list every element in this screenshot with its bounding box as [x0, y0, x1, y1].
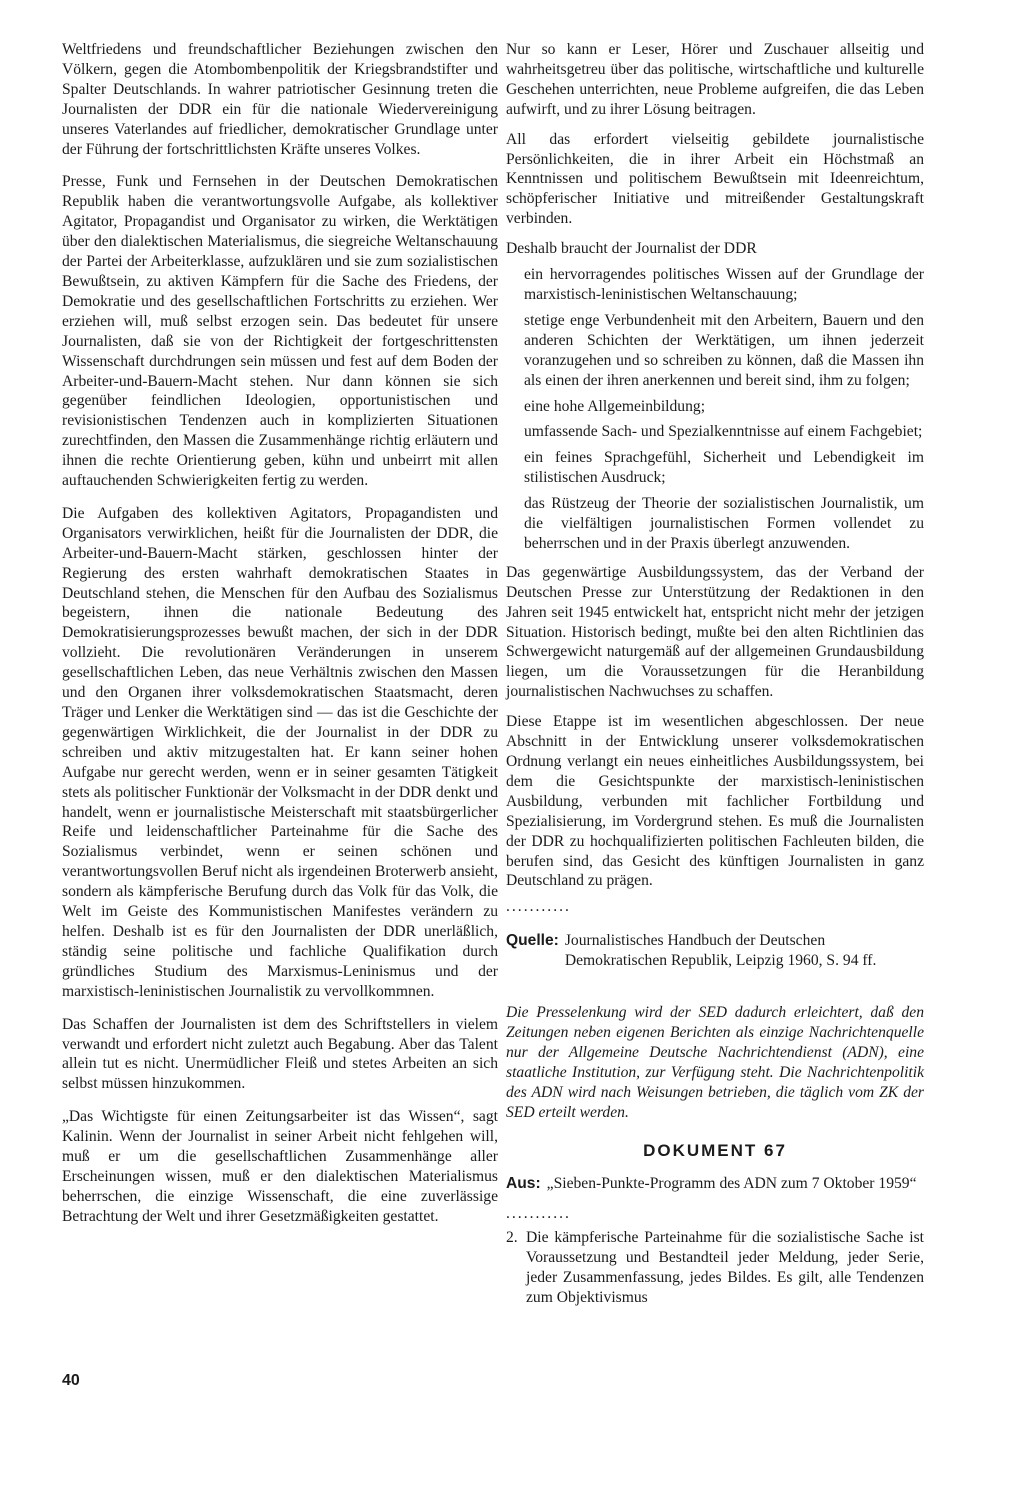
numbered-item: [506, 1228, 924, 1308]
list-item: ein feines Sprachgefühl, Sicherheit und Lebendigkeit im stilistischen Ausdruck;: [524, 449, 924, 487]
list-item: das Rüstzeug der Theorie der sozialistischen Journalistik, um die vielfältigen journalistischen Formen vollendet zu beherrschen und in der Praxis überlegt anzuwenden.: [524, 495, 924, 552]
requirements-list: [506, 265, 924, 554]
italic-note: Die Presselenkung wird der SED dadurch erleichtert, daß den Zeitungen neben eigenen Berichten als einzige Nachrichtenquelle nur der Allgemeine Deutsche Nachrichtendienst (ADN), eine staatliche Institution, zur Verfügung steht. Die Nachrichtenpolitik des ADN wird nach Weisungen betrieben, die täglich vom ZK der SED erteilt werden.: [506, 1004, 924, 1121]
item-text: Die kämpferische Parteinahme für die sozialistische Sache ist Voraussetzung und Bestandteil jeder Meldung, jeder Serie, jeder Zusammenfassung, jedes Bildes. Es gilt, alle Tendenzen zum Objektivismus: [526, 1229, 924, 1306]
source-citation: [506, 931, 924, 971]
paragraph: Das Schaffen der Journalisten ist dem des Schriftstellers in vielem verwandt und erfordert nicht zuletzt auch Begabung. Aber das Talent allein tut es nicht. Unermüdlicher Fleiß und stetes Arbeiten an sich selbst müssen hinzukommen.: [62, 1015, 498, 1093]
item-number: 2.: [506, 1229, 518, 1247]
paragraph: Diese Etappe ist im wesentlichen abgeschlossen. Der neue Abschnitt in der Entwicklung unserer volksdemokratischen Ordnung verlangt ein neues einheitliches Ausbildungssystem, bei dem die Gesichtspunkte der marxistisch-leninistischen Ausbildung, verbunden mit fachlicher Fortbildung und Spezialisierung, im Vordergrund stehen. Es muß die Journalisten der DDR zu hochqualifizierten politischen Fachleuten bilden, die berufen sind, das Gesicht des künftigen Journalisten in ganz Deutschland zu prägen.: [506, 713, 924, 890]
list-item: eine hohe Allgemeinbildung;: [524, 397, 706, 415]
document-heading: DOKUMENT 67: [643, 1140, 787, 1160]
source-label: Quelle:: [506, 932, 559, 950]
left-column: [62, 40, 498, 1240]
ellipsis: ...........: [506, 1205, 571, 1223]
paragraph: Weltfriedens und freundschaftlicher Beziehungen zwischen den Völkern, gegen die Atombombenpolitik der Kriegsbrandstifter und Spalter Deutschlands. In wahrer patriotischer Gesinnung treten die Journalisten der DDR ein für die nationale Wiedervereinigung unseres Vaterlandes auf friedlicher, demokratischer Grundlage unter der Führung der fortschrittlichsten Kräfte unseres Volkes.: [62, 41, 498, 158]
excerpt-source: [506, 1174, 924, 1194]
list-item: ein hervorragendes politisches Wissen auf der Grundlage der marxistisch-leninistischen Weltanschauung;: [524, 266, 924, 303]
paragraph: Das gegenwärtige Ausbildungssystem, das der Verband der Deutschen Presse zur Unterstützung der Redaktionen in den Jahren seit 1945 entwickelt hat, entspricht nicht mehr der jetzigen Situation. Historisch bedingt, mußte bei den alten Richtlinien das Schwergewicht naturgemäß auf der allgemeinen Grundausbildung liegen, um die Voraussetzungen für die Heranbildung journalistischen Nachwuchses zu schaffen.: [506, 563, 924, 701]
aus-text: „Sieben-Punkte-Programm des ADN zum 7 Oktober 1959“: [546, 1175, 917, 1193]
right-column: [506, 40, 924, 1308]
paragraph: Presse, Funk und Fernsehen in der Deutschen Demokratischen Republik haben die verantwortungsvolle Aufgabe, als kollektiver Agitator, Propagandist und Organisator zu wirken, die Werktätigen über den dialektischen Materialismus, die siegreiche Weltanschauung der Partei der Arbeiterklasse, aufzuklären und sie zum sozialistischen Bewußtsein, zu aktiven Kämpfern für die Sache des Friedens, der Demokratie und des gesellschaftlichen Fortschritts zu erziehen. Wer erziehen will, muß selbst erzogen sein. Das bedeutet für unsere Journalisten, daß sie von der Richtigkeit der fortgeschrittensten Wissenschaft durchdrungen sein müssen und fest auf dem Boden der Arbeiter-und-Bauern-Macht stehen. Nur dann können sie sich gegenüber feindlichen Ideologien, opportunistischen und revisionistischen Tendenzen auch in komplizierten Situationen zurechtfinden, den Massen die Zusammenhänge richtig erläutern und ihnen die rechte Orientierung geben, kühn und unbeirrt mit allen auftauchenden Schwierigkeiten fertig zu werden.: [62, 173, 498, 490]
list-item: umfassende Sach- und Spezialkenntnisse auf einem Fachgebiet;: [524, 423, 923, 441]
paragraph: Deshalb braucht der Journalist der DDR: [506, 240, 757, 258]
list-item: stetige enge Verbundenheit mit den Arbeitern, Bauern und den anderen Schichten der Werktätigen, um ihnen jederzeit voranzugehen und so schreiben zu können, daß die Massen ihn als einen der ihren anerkennen und bereit sind, ihm zu folgen;: [524, 311, 924, 389]
ellipsis: ...........: [506, 898, 571, 916]
paragraph: „Das Wichtigste für einen Zeitungsarbeiter ist das Wissen“, sagt Kalinin. Wenn der Journalist in seiner Arbeit nicht fehlgehen will, muß er um die gesellschaftlichen Zusammenhänge aller Erscheinungen wissen, muß er den dialektischen Materialismus beherrschen, die einzige Wissenschaft, die eine zuverlässige Betrachtung der Welt und ihrer Gesetzmäßigkeiten gestattet.: [62, 1108, 498, 1225]
page-number: 40: [62, 1372, 80, 1389]
aus-label: Aus:: [506, 1175, 541, 1193]
paragraph: Nur so kann er Leser, Hörer und Zuschauer allseitig und wahrheitsgetreu über das politische, wirtschaftliche und kulturelle Geschehen unterrichten, neue Probleme aufgreifen, die das Leben aufwirft, und zu ihrer Lösung beitragen.: [506, 41, 924, 118]
source-text: Journalistisches Handbuch der Deutschen Demokratischen Republik, Leipzig 1960, S. 94 ff.: [564, 932, 877, 970]
paragraph: Die Aufgaben des kollektiven Agitators, Propagandisten und Organisators verwirklichen, heißt für die Journalisten der DDR, die Arbeiter-und-Bauern-Macht stärken, geschlossen hinter der Regierung des ersten wahrhaft demokratischen Staates in Deutschland stehen, die Menschen für den Aufbau des Sozialismus begeistern, ihnen die nationale Bedeutung des Demokratisierungsprozesses bewußt machen, der sich in der DDR vollzieht. Die revolutionären Veränderungen in unserem gesellschaftlichen Leben, das neue Verhältnis zwischen den Massen und den Organen ihrer volksdemokratischen Staatsmacht, deren Träger und Lenker die Werktätigen sind — das ist die Geschichte der gegenwärtigen Wirklichkeit, die der Journalist in der DDR zu schreiben und aktiv mitzugestalten hat. Er kann seiner hohen Aufgabe nur gerecht werden, wenn er in seiner gesamten Tätigkeit stets als politischer Funktionär der Volksmacht in der DDR denkt und handelt, wenn er journalistische Meisterschaft mit staatsbürgerlicher Reife und leidenschaftlicher Parteinahme für die Sache des Sozialismus verbindet, wenn er seinen schönen und verantwortungsvollen Beruf nicht als irgendeinen Broterwerb ansieht, sondern als kämpferische Berufung durch das Volk für das Volk, die Welt im Geiste des Kommunistischen Manifestes verändern zu helfen. Deshalb ist es für den Journalisten der DDR unerläßlich, ständig seine politische und fachliche Qualifikation durch gründliches Studium des Marxismus-Leninismus und der marxistisch-leninistischen Journalistik zu vervollkommnen.: [62, 504, 498, 1000]
paragraph: All das erfordert vielseitig gebildete journalistische Persönlichkeiten, die in ihrer Arbeit ein Höchstmaß an Kenntnissen und politischem Bewußtsein mit Ideenreichtum, schöpferischer Initiative und mitreißender Gestaltungskraft verbinden.: [506, 130, 924, 228]
